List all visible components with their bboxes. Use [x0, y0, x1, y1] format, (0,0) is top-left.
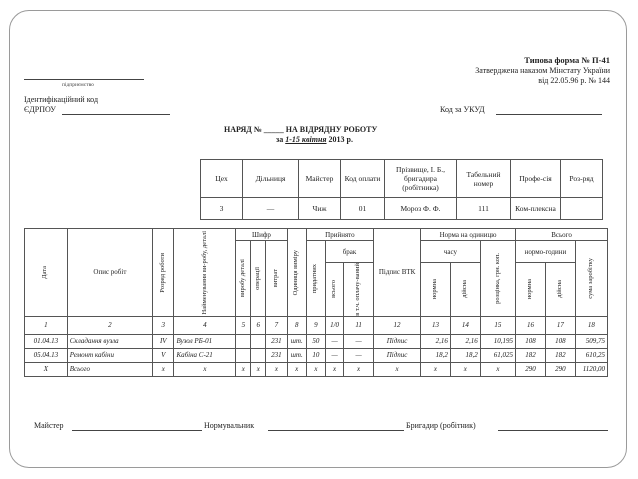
column-number: 1: [25, 316, 68, 334]
total-header: Всього: [516, 229, 608, 241]
unit-header: Одиниця виміру: [287, 229, 306, 317]
info-value-cell: Чиж: [299, 198, 341, 220]
row-date: 05.04.13: [25, 348, 68, 362]
table-row: [25, 334, 608, 348]
total-cell: х: [174, 362, 236, 376]
row-unit: шт.: [287, 348, 306, 362]
enterprise-caption: підприємство: [62, 82, 94, 88]
row-grade: IV: [153, 334, 174, 348]
main-header-row-1: [25, 229, 608, 241]
main-table: [24, 228, 608, 377]
total-cell: х: [266, 362, 287, 376]
row-norm-hours-norm: 108: [516, 334, 546, 348]
row-norm-hours-norm: 182: [516, 348, 546, 362]
column-number: 16: [516, 316, 546, 334]
column-number-row: [25, 316, 608, 334]
total-cell: х: [374, 362, 421, 376]
info-header-cell: Прізвище, І. Б., бригадира (робітника): [385, 160, 457, 198]
row-defect-total: —: [326, 334, 344, 348]
row-pay-sum: 610,25: [575, 348, 607, 362]
info-header-cell: Цех: [201, 160, 243, 198]
row-cipher-operation: [251, 348, 266, 362]
column-number: 12: [374, 316, 421, 334]
master-label: Майстер: [34, 421, 64, 430]
part-name-header: Найменування ви-робу, деталі: [174, 229, 236, 317]
order-period: [276, 136, 353, 144]
row-qc-signature: Підпис: [374, 348, 421, 362]
row-fit: 10: [306, 348, 325, 362]
grade-header: Розряд роботи: [153, 229, 174, 317]
qc-signature-header: Підпис ВТК: [374, 229, 421, 317]
approved-line-1: Затверджена наказом Мінстату України: [475, 66, 610, 75]
approved-line-2: від 22.05.96 р. № 144: [538, 76, 610, 85]
defect-header: брак: [326, 241, 374, 263]
column-number: 17: [545, 316, 575, 334]
row-norm-hours-fact: 182: [545, 348, 575, 362]
form-title: Типова форма № П-41: [524, 55, 610, 65]
cipher-cost-header: витрат: [266, 241, 287, 317]
column-number: 6: [251, 316, 266, 334]
row-part-name: Кабіна С-21: [174, 348, 236, 362]
row-qc-signature: Підпис: [374, 334, 421, 348]
info-header-cell: Табельний номер: [457, 160, 511, 198]
ukud-line: [496, 114, 602, 115]
total-cell: х: [421, 362, 451, 376]
total-norm-hours-norm: 290: [516, 362, 546, 376]
norm-hours-norm-header: нормна: [516, 263, 546, 317]
row-fit: 50: [306, 334, 325, 348]
row-hours-fact: 2,16: [450, 334, 480, 348]
info-header-row: [201, 160, 603, 198]
row-unit: шт.: [287, 334, 306, 348]
total-cell: х: [306, 362, 325, 376]
defect-paid-header: в т.ч. оплачу-ваний: [344, 263, 374, 317]
row-cipher-product: [236, 348, 251, 362]
order-period-value: 1-15 квітня: [285, 135, 327, 144]
row-hours-norm: 18,2: [421, 348, 451, 362]
info-value-cell: [561, 198, 603, 220]
hours-fact-header: дійсна: [450, 263, 480, 317]
edrpou-line: [62, 114, 170, 115]
info-value-cell: —: [243, 198, 299, 220]
row-hours-fact: 18,2: [450, 348, 480, 362]
norm-per-unit-header: Норма на одиницю: [421, 229, 516, 241]
info-table: [200, 159, 603, 220]
info-value-row: [201, 198, 603, 220]
total-cell: х: [236, 362, 251, 376]
row-part-name: Вузол РБ-01: [174, 334, 236, 348]
column-number: 1/0: [326, 316, 344, 334]
edrpou-label: ЄДРПОУ: [24, 105, 56, 114]
column-number: 18: [575, 316, 607, 334]
info-value-cell: Мороз Ф. Ф.: [385, 198, 457, 220]
column-number: 5: [236, 316, 251, 334]
fit-header: придатних: [306, 241, 325, 317]
total-row: [25, 362, 608, 376]
order-year: 2013 р.: [328, 135, 353, 144]
enterprise-line: [24, 79, 144, 80]
total-cell: х: [287, 362, 306, 376]
row-work: Ремонт кабіни: [67, 348, 152, 362]
column-number: 11: [344, 316, 374, 334]
cipher-header: Шифр: [236, 229, 287, 241]
accepted-header: Прийнято: [306, 229, 373, 241]
work-order-document: [24, 56, 620, 451]
row-rate: 10,195: [480, 334, 515, 348]
row-hours-norm: 2,16: [421, 334, 451, 348]
info-header-cell: Дільниця: [243, 160, 299, 198]
row-rate: 61,025: [480, 348, 515, 362]
row-pay-sum: 509,75: [575, 334, 607, 348]
total-cell: х: [450, 362, 480, 376]
row-defect-paid: —: [344, 334, 374, 348]
norm-hours-header: нормо-години: [516, 241, 576, 263]
master-signature-line: [72, 430, 202, 431]
info-header-cell: Роз-ряд: [561, 160, 603, 198]
row-cipher-cost: 231: [266, 348, 287, 362]
row-date: 01.04.13: [25, 334, 68, 348]
work-header: Опис робіт: [67, 229, 152, 317]
info-value-cell: 3: [201, 198, 243, 220]
row-cipher-operation: [251, 334, 266, 348]
hours-header: часу: [421, 241, 481, 263]
row-norm-hours-fact: 108: [545, 334, 575, 348]
order-title: НАРЯД № _____ НА ВІДРЯДНУ РОБОТУ: [224, 125, 378, 134]
total-norm-hours-fact: 290: [545, 362, 575, 376]
cipher-product-header: виробу деталі: [236, 241, 251, 317]
info-header-cell: Профе-сія: [511, 160, 561, 198]
row-defect-total: —: [326, 348, 344, 362]
column-number: 2: [67, 316, 152, 334]
info-header-cell: Код оплати: [341, 160, 385, 198]
column-number: 15: [480, 316, 515, 334]
info-header-cell: Майстер: [299, 160, 341, 198]
normer-label: Нормувальник: [204, 421, 255, 430]
total-label: Всього: [67, 362, 152, 376]
total-date: Х: [25, 362, 68, 376]
order-period-prefix: за: [276, 135, 284, 144]
foreman-signature-line: [498, 430, 608, 431]
info-value-cell: 111: [457, 198, 511, 220]
total-cell: х: [480, 362, 515, 376]
column-number: 14: [450, 316, 480, 334]
date-header: Дата: [25, 229, 68, 317]
id-code-label: Ідентифікаційний код: [24, 95, 99, 104]
row-cipher-product: [236, 334, 251, 348]
table-row: [25, 348, 608, 362]
row-defect-paid: —: [344, 348, 374, 362]
column-number: 4: [174, 316, 236, 334]
rate-header: розцінка, грн. коп.: [480, 241, 515, 317]
total-cell: х: [326, 362, 344, 376]
info-value-cell: Ком-плексна: [511, 198, 561, 220]
ukud-label: Код за УКУД: [440, 105, 485, 114]
row-cipher-cost: 231: [266, 334, 287, 348]
column-number: 9: [306, 316, 325, 334]
row-work: Складання вузла: [67, 334, 152, 348]
info-value-cell: 01: [341, 198, 385, 220]
column-number: 7: [266, 316, 287, 334]
total-cell: х: [344, 362, 374, 376]
total-pay-sum: 1120,00: [575, 362, 607, 376]
norm-hours-fact-header: дійсна: [545, 263, 575, 317]
normer-signature-line: [268, 430, 404, 431]
foreman-label: Бригадир (робітник): [406, 421, 476, 430]
hours-norm-header: нормна: [421, 263, 451, 317]
total-cell: х: [153, 362, 174, 376]
pay-sum-header: сума заробітку: [575, 241, 607, 317]
column-number: 13: [421, 316, 451, 334]
column-number: 3: [153, 316, 174, 334]
total-cell: х: [251, 362, 266, 376]
slide-frame: [9, 10, 627, 468]
cipher-operation-header: операції: [251, 241, 266, 317]
defect-total-header: всього: [326, 263, 344, 317]
row-grade: V: [153, 348, 174, 362]
column-number: 8: [287, 316, 306, 334]
